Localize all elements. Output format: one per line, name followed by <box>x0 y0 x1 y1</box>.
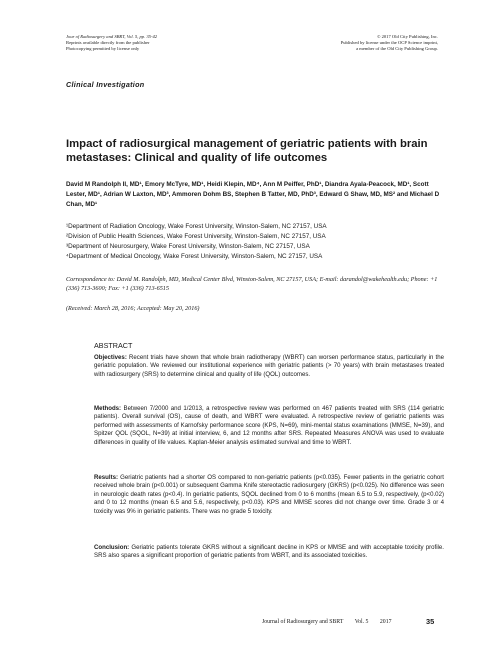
abstract-conclusion <box>94 544 444 561</box>
license-line: Published by license under the OCP Science imprint, <box>340 40 438 45</box>
methods-label: Methods: <box>94 405 122 412</box>
objectives-text: Recent trials have shown that whole brain radiotherapy (WBRT) can worsen performance status, particularly in the geriatric population. We reviewed our institutional experience with geriatric patients (> 70 years) with brain metastases treated with radiosurgery (SRS) to determine clinical and quality of life (QOL) outcomes. <box>94 354 444 378</box>
conclusion-label: Conclusion: <box>94 544 130 551</box>
conclusion-text: Geriatric patients tolerate GKRS without a significant decline in KPS or MMSE and with acceptable toxicity profile. SRS also spares a significant proportion of geriatric patients from WBRT, and its associated toxicities. <box>94 544 444 560</box>
results-text: Geriatric patients had a shorter OS compared to non-geriatric patients (p<0.035). Fewer patients in the geriatric cohort received whole brain (p<0.001) or subsequent Gamma Knife stereotactic radiosurgery (GKRS) (p<0.025). No difference was seen in neurologic death rates (p<0.4). In geriatric patients, SQOL declined from 0 to 6 months (mean 6.5 to 5.9, respectively, (p<0.02) and 0 to 12 months (mean 6.5 and 5.6, respectively, p<0.03). KPS and MMSE scores did not change over time. Grade 3 or 4 toxicity was 9% in geriatric patients. There was no grade 5 toxicity. <box>94 474 444 515</box>
abstract-heading: ABSTRACT <box>94 341 133 350</box>
publisher-group-line: a member of the Old City Publishing Group. <box>356 46 438 51</box>
running-header-right <box>228 34 438 52</box>
abstract-methods <box>94 405 444 447</box>
abstract-objectives <box>94 354 444 379</box>
results-label: Results: <box>94 474 119 481</box>
reprint-note: Reprints available directly from the publisher <box>66 40 150 45</box>
copyright-line: © 2017 Old City Publishing, Inc. <box>376 34 438 39</box>
footer-year: 2017 <box>379 619 392 625</box>
affiliation-1: ¹Department of Radiation Oncology, Wake Forest University, Winston-Salem, NC 27157, USA <box>66 223 327 230</box>
affiliations <box>66 222 446 262</box>
author-list: David M Randolph II, MD¹, Emory McTyre, MD¹, Heidi Klepin, MD⁴, Ann M Peiffer, PhD¹, Diandra Ayala-Peacock, MD¹, Scott Lester, MD¹, Adrian W Laxton, MD³, Ammoren Dohm BS, Stephen B Tatter, MD, PhD³, Edward G Shaw, MD, MS² and Michael D Chan, MD¹ <box>66 181 440 208</box>
article-title: Impact of radiosurgical management of geriatric patients with brain metastases: Clinical and quality of life outcomes <box>66 138 428 164</box>
page-footer <box>262 619 402 625</box>
footer-volume: Vol. 5 <box>354 619 369 625</box>
objectives-label: Objectives: <box>94 354 127 361</box>
footer-journal: Journal of Radiosurgery and SBRT <box>262 619 344 625</box>
affiliation-4: ⁴Department of Medical Oncology, Wake Forest University, Winston-Salem, NC 27157, USA <box>66 253 323 260</box>
methods-text: Between 7/2000 and 1/2013, a retrospective review was performed on 467 patients treated with SRS (114 geriatric patients). Overall survival (OS), cause of death, and WBRT were evaluated. A retrospective review of geriatric patients was performed with assessments of Karnofsky performance score (KPS, N=69), mini-mental status examinations (MMSE, N=39), and Spitzer QOL (SQOL, N=39) at initial interview, 6, and 12 months after SRS. Repeated Measures ANOVA was used to evaluate differences in quality of life values. Kaplan-Meier analysis estimated survival and time to WBRT. <box>94 405 444 446</box>
page-number: 35 <box>426 617 435 626</box>
photocopy-note: Photocopying permitted by license only <box>66 46 140 51</box>
journal-citation: Jour of Radiosurgery and SBRT, Vol. 5, pp. 35-42 <box>66 34 158 39</box>
affiliation-2: ²Division of Public Health Sciences, Wake Forest University, Winston-Salem, NC 27157, USA <box>66 233 326 240</box>
abstract-results <box>94 474 444 516</box>
affiliation-3: ³Department of Neurosurgery, Wake Forest University, Winston-Salem, NC 27157, USA <box>66 243 310 250</box>
section-label: Clinical Investigation <box>66 80 145 89</box>
correspondence: Correspondence to: David M. Randolph, MD, Medical Center Blvd, Winston-Salem, NC 27157, USA; E-mail: darandol@wakehealth.edu; Phone: +1 (336) 713-3600; Fax: +1 (336) 713-6515 <box>66 276 438 293</box>
received-dates: (Received: March 28, 2016; Accepted: May 20, 2016) <box>66 305 200 312</box>
